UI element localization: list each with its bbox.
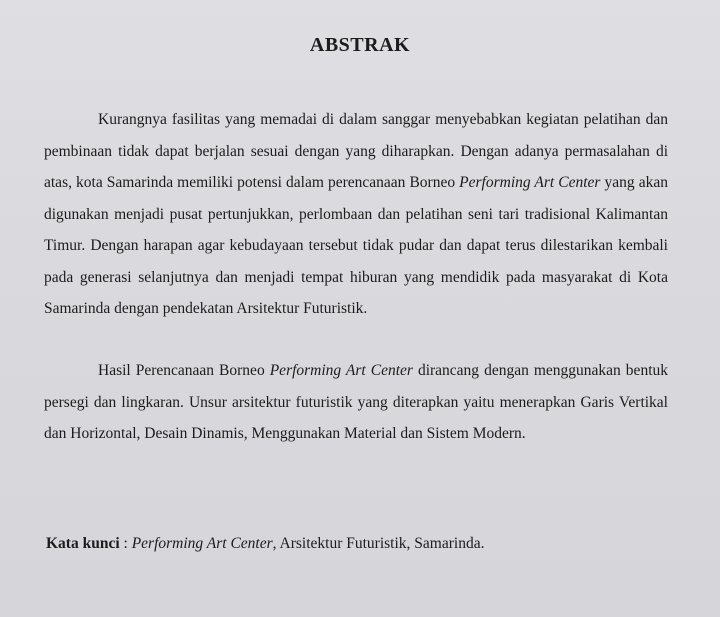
paragraph-2-text-a: Hasil Perencanaan Borneo: [98, 362, 270, 379]
paragraph-1-italic-term: Performing Art Center: [459, 174, 601, 191]
paragraph-1-text-b: yang akan digunakan menjadi pusat pertunjukkan, perlombaan dan pelatihan seni tari tradisional Kalimantan Timur. Dengan harapan agar kebudayaan tersebut tidak pudar dan dapat terus dilestarikan kembali pada generasi selanjutnya dan menjadi tempat hiburan yang mendidik pada masyarakat di Kota Samarinda dengan pendekatan Arsitektur Futuristik.: [44, 174, 668, 317]
paragraph-1-text-a: Kurangnya fasilitas yang memadai di dalam sanggar menyebabkan kegiatan pelatihan dan pembinaan tidak dapat berjalan sesuai dengan yang diharapkan. Dengan adanya permasalahan di atas, kota Samarinda memiliki potensi dalam perencanaan Borneo: [44, 111, 668, 191]
keywords-separator: :: [119, 535, 132, 552]
abstract-paragraph-1: [44, 104, 668, 325]
keywords-line: [46, 535, 484, 553]
paragraph-2-text-b: dirancang dengan menggunakan bentuk persegi dan lingkaran. Unsur arsitektur futuristik yang diterapkan yaitu menerapkan Garis Vertikal dan Horizontal, Desain Dinamis, Menggunakan Material dan Sistem Modern.: [44, 362, 668, 442]
keywords-label: Kata kunci: [46, 535, 120, 552]
keywords-rest: , Arsitektur Futuristik, Samarinda.: [272, 535, 485, 552]
abstract-title: ABSTRAK: [309, 34, 411, 56]
abstract-paragraph-2: [44, 355, 668, 450]
keywords-italic-term: Performing Art Center: [131, 535, 273, 552]
paragraph-2-italic-term: Performing Art Center: [269, 362, 413, 379]
